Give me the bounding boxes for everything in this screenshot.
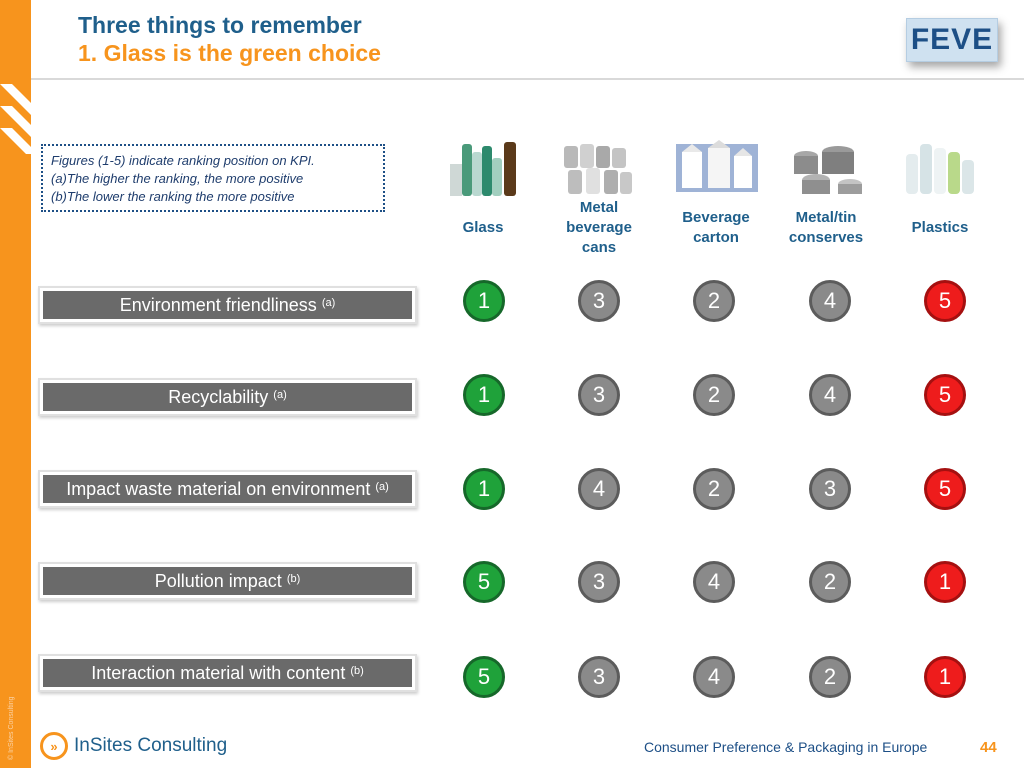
kpi-note: (b) — [286, 573, 301, 585]
rank-badge: 3 — [578, 280, 620, 322]
copyright-text: © InSites Consulting — [8, 696, 15, 760]
rank-badge: 4 — [809, 280, 851, 322]
rank-badge: 5 — [463, 656, 505, 698]
rank-badge: 5 — [463, 561, 505, 603]
kpi-row-label — [38, 470, 417, 508]
kpi-label-text: Environment friendliness — [119, 295, 317, 315]
note-line: Figures (1-5) indicate ranking position on KPI. — [51, 153, 315, 168]
page-number: 44 — [980, 739, 997, 756]
rank-badge: 4 — [578, 468, 620, 510]
rank-badge: 4 — [809, 374, 851, 416]
note-line: (b)The lower the ranking the more positive — [51, 189, 295, 204]
rank-badge: 1 — [463, 280, 505, 322]
rank-badge: 5 — [924, 280, 966, 322]
kpi-row-label — [38, 562, 417, 600]
column-label-plastics: Plastics — [911, 219, 969, 236]
metal-cans-icon — [562, 138, 634, 198]
page-subtitle: 1. Glass is the green choice — [78, 40, 381, 66]
kpi-note: (a) — [375, 481, 389, 493]
beverage-carton-icon — [676, 138, 758, 198]
rank-badge: 4 — [693, 656, 735, 698]
kpi-label-text: Pollution impact — [154, 571, 282, 591]
kpi-row-label — [38, 378, 417, 416]
rank-badge: 3 — [809, 468, 851, 510]
kpi-note: (b) — [350, 665, 364, 677]
column-label-tin-conserves: Metal/tin conserves — [788, 209, 864, 246]
rank-badge: 2 — [693, 280, 735, 322]
insites-brand-text: InSites Consulting — [74, 735, 228, 756]
rank-badge: 3 — [578, 561, 620, 603]
rank-badge: 1 — [463, 374, 505, 416]
kpi-row-label — [38, 286, 417, 324]
rank-badge: 3 — [578, 656, 620, 698]
kpi-label-text: Impact waste material on environment — [66, 479, 371, 499]
glass-bottles-icon — [448, 138, 520, 198]
rank-badge: 2 — [693, 374, 735, 416]
insites-logo — [40, 732, 227, 760]
feve-logo — [906, 18, 998, 62]
ranking-note-box — [41, 144, 385, 212]
rank-badge: 2 — [809, 561, 851, 603]
column-label-glass: Glass — [462, 219, 504, 236]
tin-conserves-icon — [790, 138, 866, 198]
rank-badge: 5 — [924, 468, 966, 510]
footer-caption: Consumer Preference & Packaging in Europe — [644, 739, 928, 755]
header-divider — [31, 78, 1024, 80]
rank-badge: 1 — [463, 468, 505, 510]
rank-badge: 3 — [578, 374, 620, 416]
page-title: Three things to remember — [78, 12, 362, 38]
rank-badge: 2 — [809, 656, 851, 698]
kpi-label-text: Recyclability — [168, 387, 269, 407]
kpi-label-text: Interaction material with content — [91, 663, 346, 683]
note-line: (a)The higher the ranking, the more positive — [51, 171, 304, 186]
side-stripes-decoration — [0, 84, 31, 154]
insites-arrows-icon: » — [40, 732, 68, 760]
rank-badge: 4 — [693, 561, 735, 603]
rank-badge: 2 — [693, 468, 735, 510]
kpi-note: (a) — [273, 389, 287, 401]
feve-logo-text: FEVE — [910, 23, 994, 56]
rank-badge: 5 — [924, 374, 966, 416]
rank-badge: 1 — [924, 561, 966, 603]
column-label-beverage-carton: Beverage carton — [682, 209, 750, 246]
rank-badge: 1 — [924, 656, 966, 698]
kpi-row-label — [38, 654, 417, 692]
column-label-metal-cans: Metal beverage cans — [566, 199, 632, 256]
plastic-bottles-icon — [904, 138, 976, 198]
kpi-note: (a) — [321, 297, 336, 309]
